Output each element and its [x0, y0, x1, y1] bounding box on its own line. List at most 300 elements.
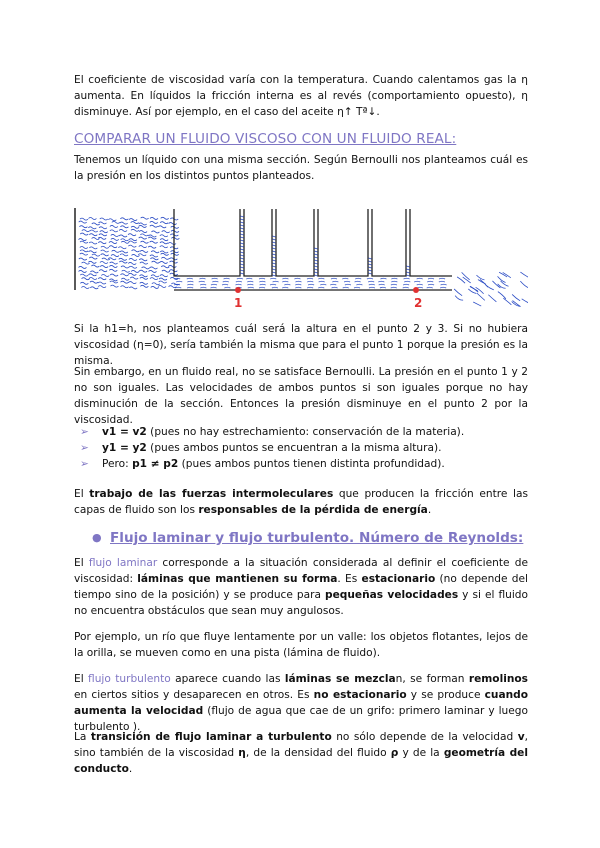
bullet-bold: v1 = v2	[102, 426, 147, 438]
flow-stroke	[224, 287, 230, 288]
flow-stroke	[380, 287, 386, 288]
flow-stroke	[294, 278, 300, 279]
water-stroke	[128, 282, 136, 284]
flow-stroke	[224, 278, 230, 279]
water-stroke	[169, 270, 177, 272]
tube-water-stroke	[369, 273, 372, 274]
pipe-flow	[174, 272, 528, 307]
water-stroke	[89, 234, 97, 236]
water-stroke	[112, 250, 120, 252]
flow-stroke	[403, 287, 409, 288]
water-stroke	[101, 250, 109, 252]
tube-water-stroke	[273, 266, 276, 267]
water-stroke	[110, 274, 118, 276]
flow-stroke	[187, 278, 193, 279]
water-stroke	[120, 226, 128, 228]
water-stroke	[100, 262, 108, 264]
water-stroke	[168, 286, 176, 288]
flow-stroke	[369, 287, 375, 288]
water-stroke	[131, 229, 139, 231]
tube-water-stroke	[273, 269, 276, 270]
tube-water-stroke	[241, 240, 244, 241]
water-stroke	[161, 217, 169, 219]
outflow-stroke	[522, 299, 528, 304]
water-stroke	[119, 258, 127, 260]
outflow-stroke	[520, 272, 528, 277]
tube-water-stroke	[273, 257, 276, 258]
water-stroke	[110, 262, 118, 264]
text-run: El	[74, 673, 89, 685]
water-stroke	[171, 237, 179, 239]
tube-water-stroke	[369, 264, 372, 265]
bold-run: remolinos	[468, 673, 528, 685]
flow-stroke	[282, 287, 288, 288]
water-stroke	[171, 226, 179, 228]
water-stroke	[98, 286, 106, 288]
water-stroke	[129, 266, 137, 268]
water-stroke	[88, 251, 96, 253]
water-stroke	[140, 282, 148, 284]
section-heading-laminar-turbulent	[92, 530, 523, 546]
water-stroke	[140, 250, 148, 252]
water-stroke	[80, 253, 88, 255]
tube-water-stroke	[241, 264, 244, 265]
outflow-stroke	[492, 281, 500, 288]
water-stroke	[80, 246, 88, 248]
water-stroke	[152, 283, 160, 285]
water-stroke	[79, 239, 87, 241]
paragraph-heights: Si la h1=h, nos planteamos cuál será la altura en el punto 2 y 3. Si no hubiera viscosidad (η=0), sería también la misma que para el punto 1 porque la presión es la misma.	[74, 323, 528, 367]
water-stroke	[88, 274, 96, 276]
tube-water-stroke	[241, 237, 244, 238]
tube-water-stroke	[241, 258, 244, 259]
water-stroke	[129, 287, 137, 289]
water-stroke	[160, 222, 168, 224]
text-run: n, se forman	[395, 673, 469, 685]
water-stroke	[98, 282, 106, 284]
text-run: (no depende del tiempo sino de la posición) y se produce para	[74, 573, 528, 601]
water-stroke	[122, 270, 130, 272]
water-stroke	[110, 225, 118, 227]
flow-stroke	[440, 287, 446, 288]
flow-stroke	[259, 278, 265, 279]
flow-stroke	[307, 287, 313, 288]
flow-stroke	[369, 284, 375, 285]
text-run: .	[427, 504, 432, 516]
paragraph-real-fluid: Sin embargo, en un fluido real, no se satisface Bernoulli. La presión en el punto 1 y 2 no son iguales. Las velocidades de ambos puntos si son iguales porque no hay disminución de la sección. Entonces la presión disminuye en el punto 2 por la viscosidad.	[74, 366, 528, 426]
water-stroke	[150, 267, 158, 269]
paragraph-bernoulli-intro: Tenemos un líquido con una misma sección. Según Bernoulli nos planteamos cuál es la presión en los distintos puntos planteados.	[74, 154, 528, 182]
water-stroke	[139, 259, 147, 261]
water-stroke	[151, 275, 159, 277]
water-stroke	[110, 281, 118, 283]
water-stroke	[100, 266, 108, 268]
flow-stroke	[175, 287, 181, 288]
outflow-stroke	[476, 275, 484, 280]
text-run: La	[74, 731, 91, 743]
water-stroke	[91, 265, 99, 267]
water-stroke	[162, 231, 170, 233]
tube-water-stroke	[315, 266, 318, 267]
tube-water-stroke	[241, 243, 244, 244]
paragraph-intermolecular-work	[74, 486, 528, 518]
flow-stroke	[404, 278, 410, 279]
flow-stroke	[417, 278, 423, 279]
water-stroke	[150, 278, 158, 280]
water-stroke	[101, 274, 109, 276]
tube-water-stroke	[273, 245, 276, 246]
water-stroke	[79, 226, 87, 228]
flow-stroke	[295, 284, 301, 285]
water-stroke	[151, 251, 159, 253]
water-stroke	[152, 261, 160, 263]
water-stroke	[160, 261, 168, 263]
water-stroke	[158, 226, 166, 228]
water-stroke	[130, 277, 138, 279]
flow-stroke	[330, 284, 336, 285]
flow-stroke	[199, 278, 205, 279]
bullet-text: (pues ambos puntos tienen distinta profundidad).	[178, 458, 445, 470]
flow-stroke	[211, 284, 217, 285]
water-stroke	[88, 227, 96, 229]
bold-run: no estacionario	[313, 689, 407, 701]
flow-stroke	[247, 281, 253, 282]
tube-water-stroke	[407, 275, 410, 276]
water-stroke	[90, 281, 98, 283]
water-stroke	[98, 242, 106, 244]
flow-stroke	[270, 284, 276, 285]
water-stroke	[92, 223, 100, 225]
water-stroke	[140, 241, 148, 243]
flow-stroke	[295, 281, 301, 282]
term-turbulent: flujo turbulento	[88, 673, 171, 685]
water-stroke	[89, 257, 97, 259]
water-stroke	[139, 270, 147, 272]
flow-stroke	[332, 287, 338, 288]
water-stroke	[159, 278, 167, 280]
tube-water-stroke	[273, 263, 276, 264]
water-stroke	[150, 225, 158, 227]
bold-run: pequeñas velocidades	[325, 589, 459, 601]
flow-stroke	[355, 281, 361, 282]
water-stroke	[160, 235, 168, 237]
water-stroke	[110, 285, 118, 287]
water-stroke	[82, 262, 90, 264]
flow-stroke	[428, 284, 434, 285]
water-stroke	[88, 217, 96, 219]
water-stroke	[140, 262, 148, 264]
tube-water-stroke	[369, 261, 372, 262]
water-stroke	[171, 253, 179, 255]
water-stroke	[80, 241, 88, 243]
outflow-stroke	[498, 292, 506, 299]
flow-stroke	[391, 278, 397, 279]
flow-stroke	[368, 281, 374, 282]
flow-stroke	[355, 278, 361, 279]
water-stroke	[139, 246, 147, 248]
water-stroke	[80, 282, 88, 284]
tube-water-stroke	[241, 252, 244, 253]
water-stroke	[139, 231, 147, 233]
paragraph-viscosity-temperature: El coeficiente de viscosidad varía con la temperatura. Cuando calentamos gas la η aumenta. En líquidos la fricción interna es al revés (comportamiento opuesto), η disminuye. Así por ejemplo, en el caso del aceite η↑ Tª↓.	[74, 74, 528, 118]
bold-run: geometría del conducto	[74, 747, 528, 775]
tube-water-stroke	[241, 228, 244, 229]
flow-stroke	[272, 287, 278, 288]
water-stroke	[120, 274, 128, 276]
water-stroke	[139, 237, 147, 239]
flow-stroke	[318, 287, 324, 288]
bullet-text: (pues ambos puntos se encuentran a la misma altura).	[146, 442, 442, 454]
water-stroke	[111, 238, 119, 240]
water-stroke	[80, 274, 88, 276]
bold-run: cuando aumenta la velocidad	[74, 689, 528, 717]
text-run: y de la	[398, 747, 444, 759]
water-stroke	[141, 217, 149, 219]
point-2-label: 2	[414, 296, 423, 310]
tube-water-stroke	[241, 231, 244, 232]
water-stroke	[89, 277, 97, 279]
water-stroke	[101, 254, 109, 256]
flow-stroke	[246, 278, 252, 279]
flow-stroke	[212, 281, 218, 282]
flow-stroke	[332, 281, 338, 282]
water-stroke	[119, 261, 127, 263]
flow-stroke	[391, 287, 397, 288]
flow-stroke	[427, 287, 433, 288]
flow-stroke	[248, 287, 254, 288]
outflow-stroke	[520, 281, 528, 288]
water-stroke	[88, 261, 96, 263]
flow-stroke	[200, 287, 206, 288]
flow-stroke	[259, 281, 265, 282]
water-stroke	[89, 242, 97, 244]
text-run: , de la densidad del fluido	[245, 747, 391, 759]
water-stroke	[171, 230, 179, 232]
section-heading-compare-fluids: COMPARAR UN FLUIDO VISCOSO CON UN FLUIDO REAL:	[74, 131, 457, 147]
viscous-flow-figure	[74, 206, 528, 312]
water-stroke	[140, 275, 148, 277]
water-stroke	[160, 246, 168, 248]
water-stroke	[118, 247, 126, 249]
flow-stroke	[403, 284, 409, 285]
water-stroke	[120, 281, 128, 283]
tube-water-stroke	[273, 236, 276, 237]
water-stroke	[150, 258, 158, 260]
water-stroke	[110, 230, 118, 232]
bullet-bold: y1 = y2	[102, 442, 147, 454]
water-stroke	[79, 258, 87, 260]
water-stroke	[148, 235, 156, 237]
flow-stroke	[237, 278, 243, 279]
water-stroke	[131, 226, 139, 228]
water-stroke	[79, 221, 87, 223]
tube-water-stroke	[315, 260, 318, 261]
water-stroke	[159, 281, 167, 283]
water-stroke	[82, 278, 90, 280]
water-stroke	[160, 275, 168, 277]
flow-stroke	[307, 281, 313, 282]
tube-water-stroke	[241, 246, 244, 247]
tube-water-stroke	[369, 270, 372, 271]
tube-water-stroke	[369, 258, 372, 259]
paragraph-transition	[74, 729, 528, 777]
tube-water-stroke	[273, 254, 276, 255]
tube-water-stroke	[241, 234, 244, 235]
paragraph-river-example: Por ejemplo, un río que fluye lentamente por un valle: los objetos flotantes, lejos de la orilla, se mueven como en una pista (lámina de fluido).	[74, 631, 528, 659]
bullet-icon: ●	[92, 531, 102, 544]
tube-water-stroke	[315, 251, 318, 252]
flow-stroke	[273, 281, 279, 282]
bold-run: v	[517, 731, 525, 743]
flow-stroke	[344, 281, 350, 282]
bold-run: ρ	[390, 747, 399, 759]
flow-stroke	[378, 281, 384, 282]
tube-water-stroke	[241, 270, 244, 271]
tube-water-stroke	[273, 248, 276, 249]
water-stroke	[80, 233, 88, 235]
flow-stroke	[308, 284, 314, 285]
flow-stroke	[439, 281, 445, 282]
arrow-bullet-icon: ➢	[80, 426, 89, 438]
point-1-label: 1	[234, 296, 243, 310]
water-stroke	[160, 239, 168, 241]
tube-water-stroke	[369, 267, 372, 268]
water-stroke	[149, 270, 157, 272]
tube-water-stroke	[315, 248, 318, 249]
water-stroke	[121, 241, 129, 243]
point-2-marker	[413, 287, 419, 293]
term-laminar: flujo laminar	[88, 557, 158, 569]
flow-stroke	[187, 281, 193, 282]
water-stroke	[148, 237, 156, 239]
tube-water-stroke	[241, 216, 244, 217]
flow-stroke	[404, 281, 410, 282]
water-stroke	[111, 234, 119, 236]
flow-stroke	[414, 281, 420, 282]
water-stroke	[128, 234, 136, 236]
tube-water-stroke	[273, 251, 276, 252]
text-run: El	[74, 557, 89, 569]
water-stroke	[129, 219, 137, 221]
water-stroke	[161, 253, 169, 255]
tube-water-stroke	[241, 261, 244, 262]
tube-water-stroke	[241, 273, 244, 274]
flow-stroke	[380, 278, 386, 279]
bullet-prefix: Pero:	[102, 458, 133, 470]
water-stroke	[160, 251, 168, 253]
heading-text: Flujo laminar y flujo turbulento. Número de Reynolds:	[110, 530, 524, 546]
flow-stroke	[282, 278, 288, 279]
tube-water-stroke	[273, 275, 276, 276]
water-stroke	[108, 219, 116, 221]
flow-stroke	[427, 281, 433, 282]
text-run: corresponde a la situación considerada al definir el coeficiente de viscosidad:	[74, 557, 528, 585]
flow-stroke	[441, 284, 447, 285]
tube-water-stroke	[407, 272, 410, 273]
outflow-stroke	[473, 302, 481, 306]
water-stroke	[129, 258, 137, 260]
outflow-stroke	[486, 285, 494, 290]
tube-water-stroke	[407, 266, 410, 267]
flow-stroke	[439, 278, 445, 279]
flow-stroke	[235, 284, 241, 285]
flow-stroke	[391, 281, 397, 282]
water-stroke	[142, 267, 150, 269]
flow-stroke	[307, 278, 313, 279]
tube-water-stroke	[273, 272, 276, 273]
water-stroke	[92, 254, 100, 256]
arrow-bullet-icon: ➢	[80, 442, 89, 454]
water-stroke	[100, 218, 108, 220]
water-stroke	[109, 242, 117, 244]
bullet-bold: p1 ≠ p2	[132, 458, 179, 470]
water-stroke	[121, 286, 129, 288]
flow-stroke	[222, 284, 228, 285]
text-run: El	[74, 488, 90, 500]
water-stroke	[128, 245, 136, 247]
water-stroke	[150, 221, 158, 223]
flow-stroke	[176, 281, 182, 282]
outflow-stroke	[454, 289, 462, 296]
flow-stroke	[354, 287, 360, 288]
outflow-stroke	[470, 286, 478, 290]
text-run: y si el fluido no encuentra obstáculos que sean muy angulosos.	[74, 589, 529, 617]
text-run: (flujo de agua que cae de un grifo: primero laminar y luego turbulento ).	[74, 705, 528, 733]
water-stroke	[132, 250, 140, 252]
flow-stroke	[295, 287, 301, 288]
outflow-stroke	[503, 298, 511, 305]
bullet-item-height	[80, 440, 442, 456]
water-stroke	[82, 230, 90, 232]
water-stroke	[100, 231, 108, 233]
water-stroke	[160, 242, 168, 244]
text-run: , sino también de la viscosidad	[74, 731, 528, 759]
flow-stroke	[319, 281, 325, 282]
water-stroke	[168, 265, 176, 267]
flow-stroke	[342, 278, 348, 279]
water-stroke	[150, 255, 158, 257]
water-stroke	[81, 287, 89, 289]
outflow-stroke	[488, 295, 496, 302]
flow-stroke	[223, 281, 229, 282]
tube-water-stroke	[273, 242, 276, 243]
bold-run: láminas se mezcla	[284, 673, 396, 685]
water-stroke	[109, 279, 117, 281]
text-run: que producen la fricción entre las capas de fluido son los	[74, 488, 528, 516]
water-stroke	[128, 262, 136, 264]
bullet-item-pressure	[80, 456, 445, 472]
outflow-stroke	[512, 294, 520, 300]
water-stroke	[90, 271, 98, 273]
water-stroke	[120, 254, 128, 256]
tube-water	[241, 216, 410, 276]
water-stroke	[140, 234, 148, 236]
water-stroke	[79, 270, 87, 272]
water-stroke	[99, 270, 107, 272]
water-stroke	[112, 221, 120, 223]
arrow-bullet-icon: ➢	[80, 458, 89, 470]
water-stroke	[121, 278, 129, 280]
water-stroke	[99, 227, 107, 229]
tube-water-stroke	[273, 260, 276, 261]
water-stroke	[148, 246, 156, 248]
flow-stroke	[331, 278, 337, 279]
flow-stroke	[247, 284, 253, 285]
flow-stroke	[343, 287, 349, 288]
water-stroke	[161, 266, 169, 268]
water-stroke	[120, 251, 128, 253]
water-stroke	[121, 266, 129, 268]
